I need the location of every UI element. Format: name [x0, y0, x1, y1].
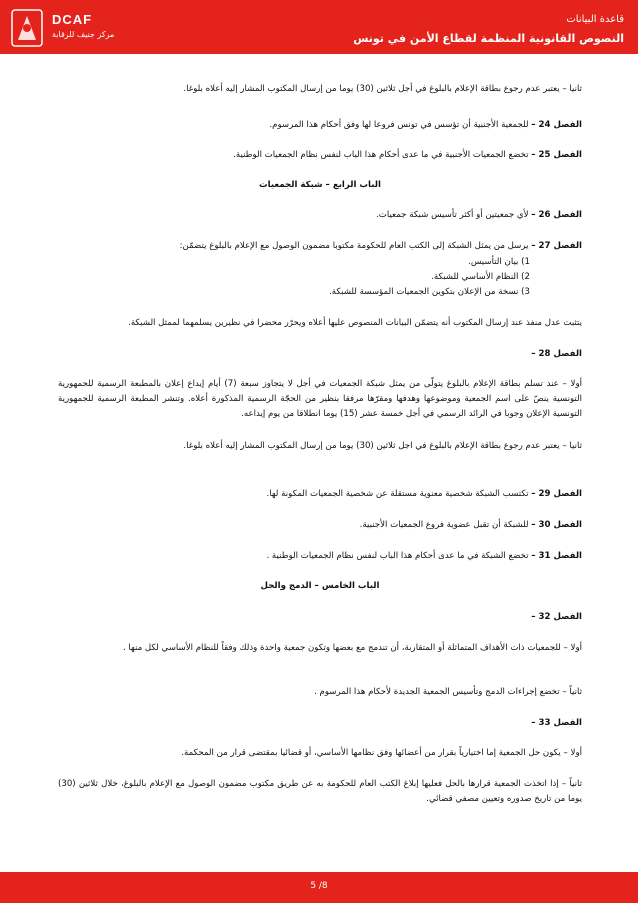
- article-30: [360, 518, 582, 533]
- article-text: لأي جمعيتين أو أكثر تأسيس شبكة جمعيات.: [376, 210, 532, 220]
- article-label: الفصل 30 –: [531, 520, 582, 530]
- article-24: [269, 118, 582, 133]
- paragraph: يتثبت عدل منفذ عند إرسال المكتوب أنه يتضمّن البيانات المنصوص عليها أعلاه ويحرّر محضرا في نظيرين يسلمهما لممثل الشبكة.: [128, 318, 582, 328]
- article-text: يرسل من يمثل الشبكة إلى الكتب العام للحكومة مكتوبا مضمون الوصول مع الإعلام بالبلوغ يتضمّن:: [179, 241, 532, 251]
- article-label: الفصل 32 –: [531, 612, 582, 622]
- header-title: قاعدة البيانات: [566, 14, 624, 25]
- article-label: الفصل 25 –: [531, 150, 582, 160]
- article-label: الفصل 31 –: [531, 551, 582, 561]
- dcaf-emblem-icon: [10, 6, 44, 50]
- article-text: تخضع الشبكة في ما عدى أحكام هذا الباب لنفس نظام الجمعيات الوطنية .: [266, 551, 532, 561]
- page-header: [0, 0, 638, 54]
- article-label: الفصل 28 –: [531, 349, 582, 359]
- chapter-heading: الباب الرابع – شبكة الجمعيات: [259, 180, 381, 190]
- list-item: 2) النظام الأساسي للشبكة.: [431, 272, 530, 282]
- page-number: 5 /8: [310, 881, 328, 891]
- list-item: 3) نسخة من الإعلان بتكوين الجمعيات المؤسسة للشبكة.: [329, 287, 530, 297]
- logo-subtext: مركز جنيف للرقابة: [52, 30, 115, 39]
- paragraph: ثانيا – يعتبر عدم رجوع بطاقة الإعلام بالبلوغ في اجل ثلاثين (30) يوما من إرسال المكتوب المشار إليه أعلاه بلوغا.: [183, 441, 582, 451]
- article-text: تكتسب الشبكة شخصية معنوية مستقلة عن شخصية الجمعيات المكونة لها.: [266, 489, 532, 499]
- paragraph: أولا – يكون حل الجمعية إما اختيارياً بقرار من أعضائها وفق نظامها الأساسي، أو قضائيا بمقتضى قرار من المحكمة.: [181, 748, 582, 758]
- header-subtitle: النصوص القانونية المنظمة لقطاع الأمن في تونس: [353, 32, 624, 45]
- page-footer: [0, 872, 638, 903]
- article-25: [233, 148, 582, 163]
- article-label: الفصل 33 –: [531, 718, 582, 728]
- paragraph: ثانيا – يعتبر عدم رجوع بطاقة الإعلام بالبلوغ في أجل ثلاثين (30) يوما من إرسال المكتوب المشار إليه أعلاه بلوغا.: [183, 84, 582, 94]
- paragraph: أولا – للجمعيات ذات الأهداف المتماثلة أو المتقاربة، أن تندمج مع بعضها وتكون جمعية واحدة وذلك وفقاً للنظام الأساسي لكل منها .: [122, 643, 582, 653]
- article-label: الفصل 27 –: [531, 241, 582, 251]
- logo-text: DCAF: [52, 12, 93, 27]
- paragraph: ثانياً – تخضع إجراءات الدمج وتأسيس الجمعية الجديدة لأحكام هذا المرسوم .: [314, 687, 582, 697]
- article-31: [266, 549, 582, 564]
- chapter-heading: الباب الخامس – الدمج والحل: [260, 581, 380, 591]
- article-26: [376, 208, 582, 223]
- article-text: للجمعية الأجنبية أن تؤسس في تونس فروعا لها وفق أحكام هذا المرسوم.: [269, 120, 532, 130]
- article-label: الفصل 24 –: [531, 120, 582, 130]
- article-label: الفصل 26 –: [531, 210, 582, 220]
- paragraph: ثانياً – إذا اتخذت الجمعية قرارها بالحل فعليها إبلاغ الكتب العام للحكومة به عن طريق مكتوب مضمون الوصول مع الإعلام بالبلوغ، خلال ثلاثين (30) يوما من تاريخ صدوره وتعيين مصفي قضائي.: [58, 779, 582, 804]
- article-text: للشبكة أن تقبل عضوية فروع الجمعيات الأجنبية.: [359, 520, 532, 530]
- article-27: [180, 239, 582, 254]
- article-29: [266, 487, 582, 502]
- article-text: تخضع الجمعيات الأجنبية في ما عدى أحكام هذا الباب لنفس نظام الجمعيات الوطنية.: [233, 150, 532, 160]
- list-item: 1) بيان التأسيس.: [468, 257, 530, 267]
- paragraph: أولا – عند تسلم بطاقة الإعلام بالبلوغ يتولّى من يمثل شبكة الجمعيات في أجل لا يتجاوز سبعة (7) أيام إيداع إعلان بالمطبعة الرسمية للجمهورية التونسية ينصّ على اسم الجمعية وموضوعها وهدفها ومقرّها مرفقا بنظير من الحجّة الرسمية المذكورة أعلاه. وتنشر المطبعة الرسمية للجمهورية التونسية الإعلان وجوبا في الرائد الرسمي في أجل خمسة عشر (15) يوما انطلاقا من يوم إيداعه.: [58, 379, 582, 419]
- article-label: الفصل 29 –: [531, 489, 582, 499]
- dcaf-logo: [10, 6, 130, 50]
